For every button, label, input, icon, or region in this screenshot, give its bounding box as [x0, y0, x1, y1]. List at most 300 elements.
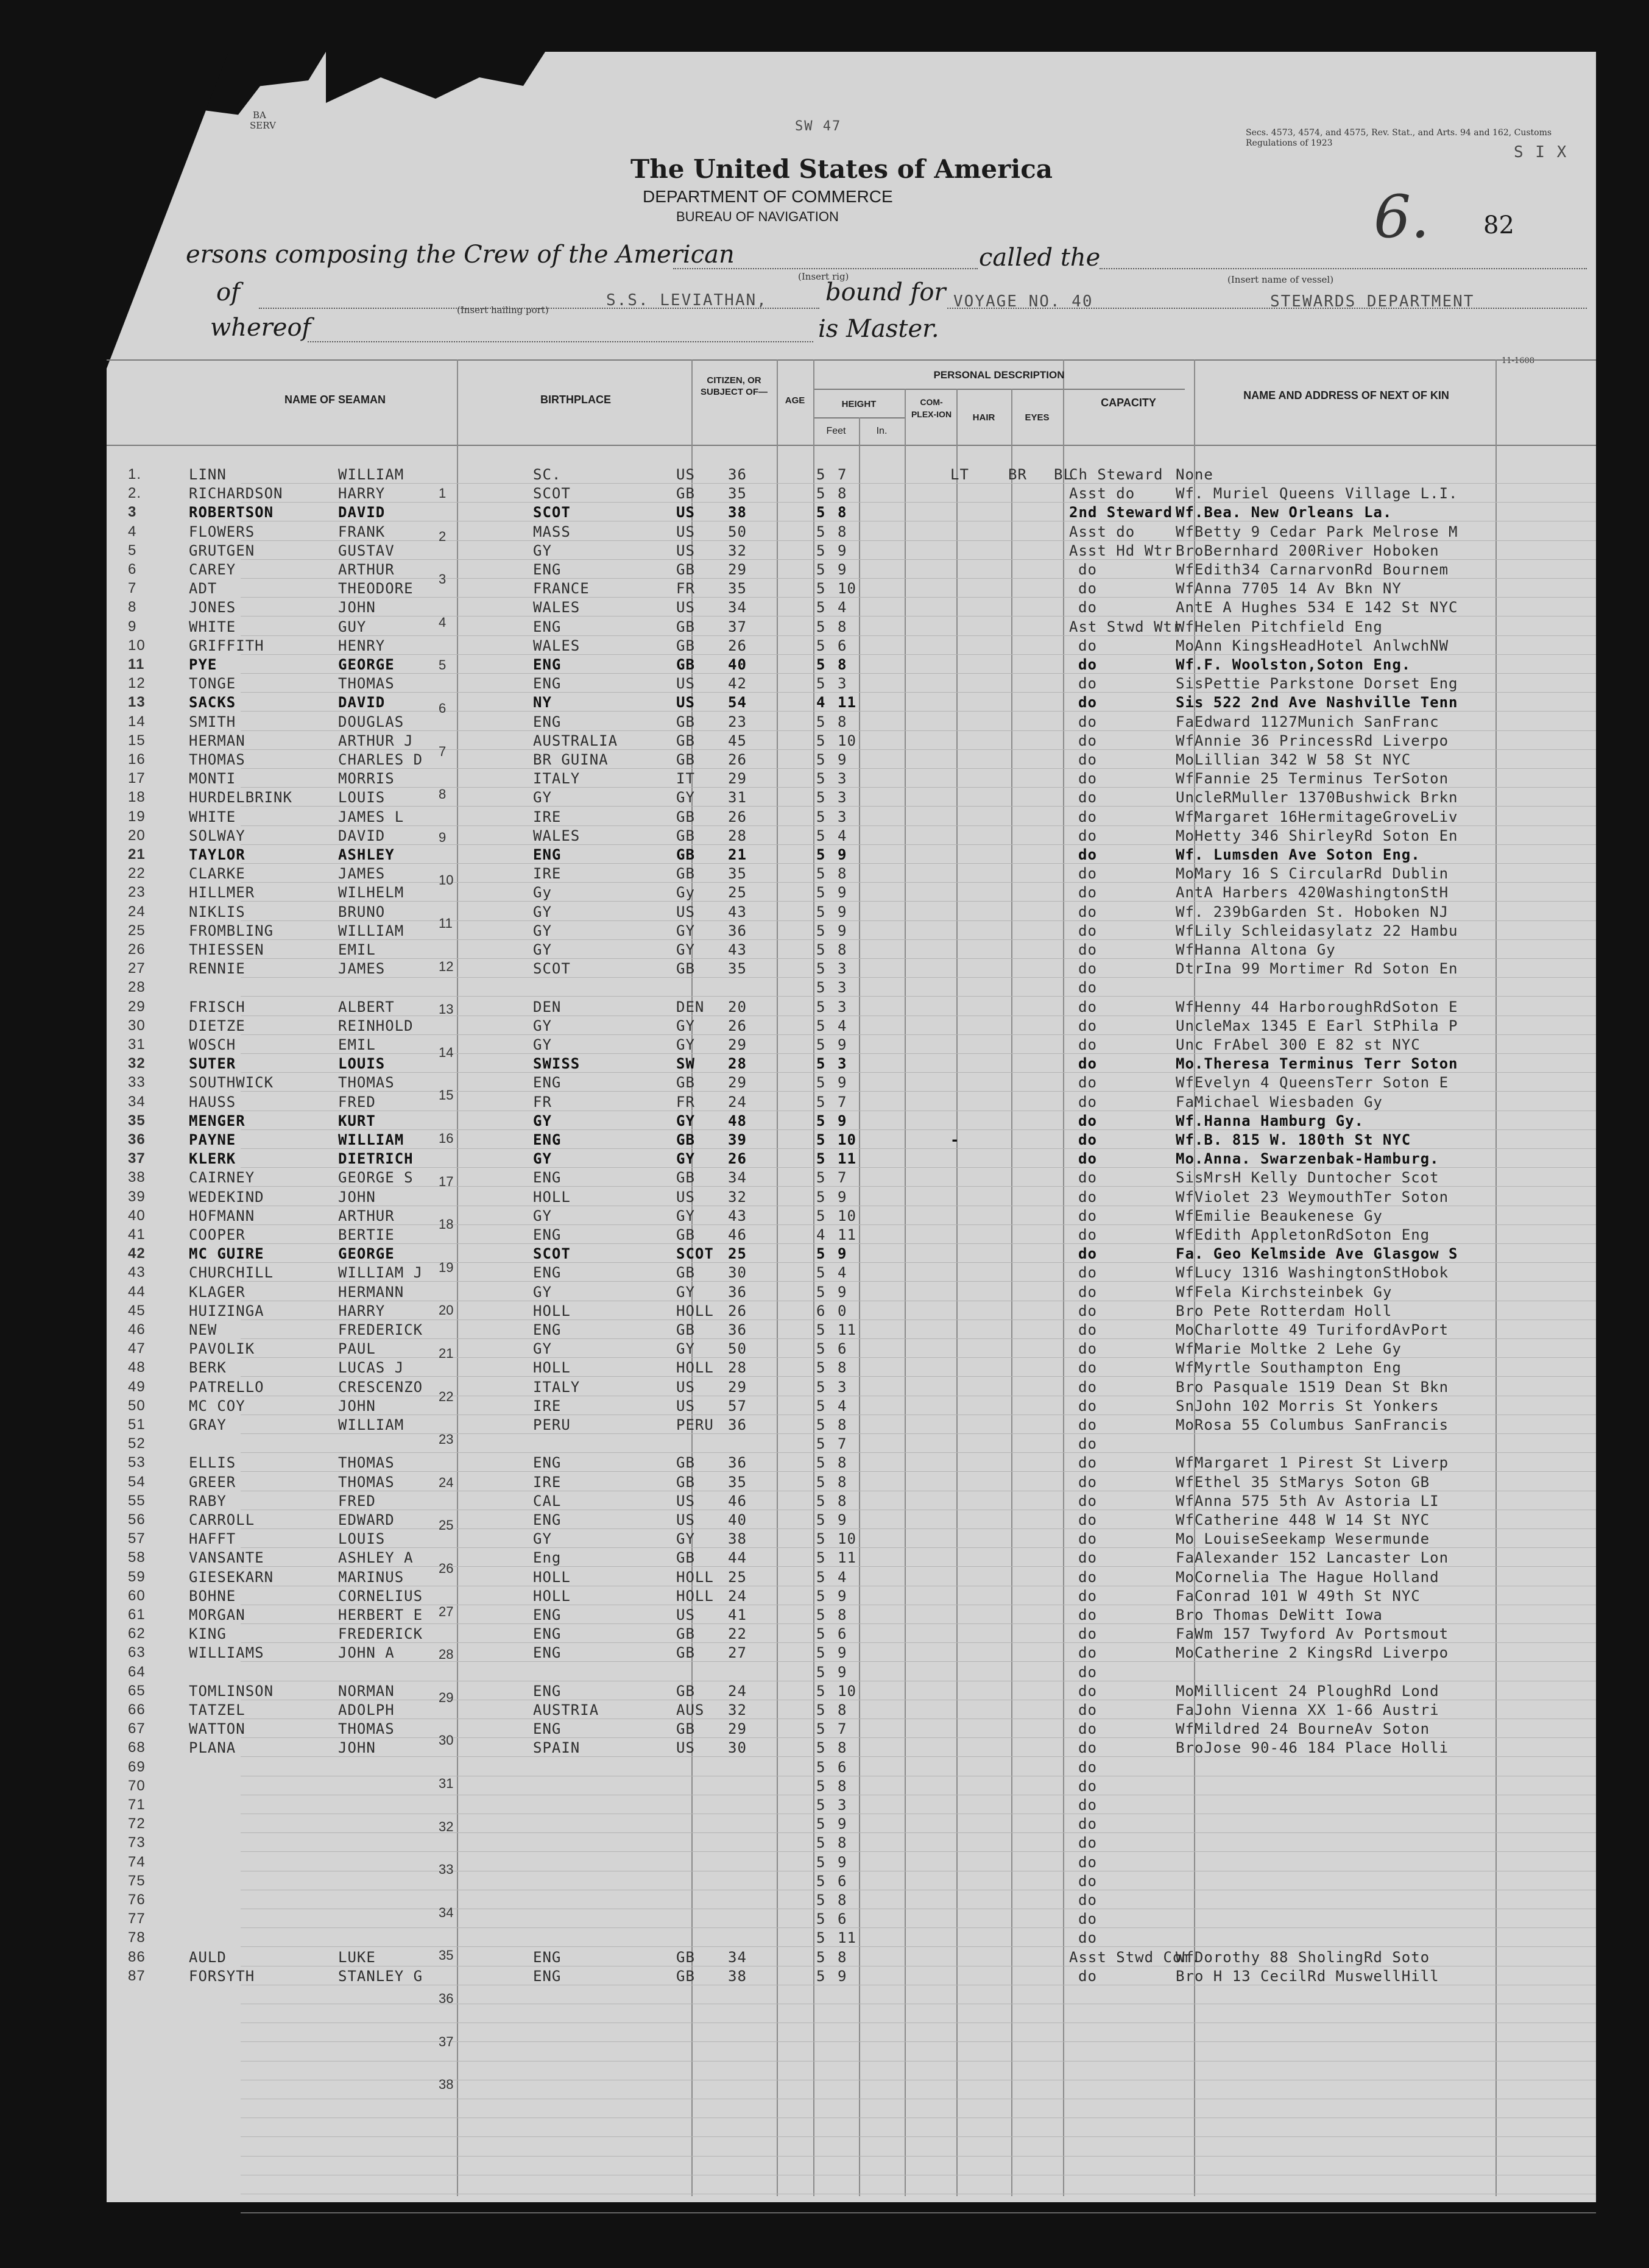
cell-surname: TAYLOR — [189, 846, 245, 863]
cell-kin: SnJohn 102 Morris St Yonkers — [1176, 1397, 1439, 1415]
cell-birth: DEN — [533, 998, 562, 1016]
printed-line-number: 37 — [439, 2033, 454, 2049]
cell-cap: do — [1078, 941, 1097, 958]
printed-line-number: 27 — [439, 1603, 454, 1619]
cell-kin: AntA Harbers 420WashingtonStH — [1176, 884, 1449, 902]
table-row — [107, 1207, 1596, 1226]
table-row — [107, 827, 1596, 846]
cell-given: JAMES L — [338, 808, 404, 825]
table-row — [107, 580, 1596, 598]
cell-ft: 5 — [816, 1929, 826, 1947]
cell-in: 3 — [838, 960, 847, 978]
cell-surname: HILLMER — [189, 884, 255, 902]
table-row — [107, 1359, 1596, 1377]
cell-birth: GY — [533, 1017, 552, 1034]
cell-in: 9 — [838, 1188, 847, 1206]
cell-n: 86 — [128, 1948, 146, 1965]
table-row — [107, 1493, 1596, 1511]
cell-ft: 5 — [816, 1074, 826, 1092]
cell-birth: SCOT — [533, 1245, 571, 1263]
cell-ft: 5 — [816, 1245, 826, 1263]
cell-age: 28 — [728, 827, 747, 844]
cell-birth: WALES — [533, 637, 581, 654]
cell-age: 35 — [728, 865, 747, 883]
cell-birth: FR — [533, 1093, 552, 1111]
cell-in: 8 — [838, 1834, 847, 1852]
cell-birth: GY — [533, 1112, 552, 1129]
table-row — [107, 1245, 1596, 1263]
cell-birth: FRANCE — [533, 580, 590, 598]
cell-surname: WILLIAMS — [189, 1644, 264, 1662]
table-row — [107, 903, 1596, 922]
cell-n: 56 — [128, 1511, 146, 1528]
cell-surname: CAIRNEY — [189, 1169, 255, 1187]
cell-birth: GY — [533, 1530, 552, 1548]
cell-birth: ENG — [533, 1720, 562, 1738]
cell-birth: ENG — [533, 1074, 562, 1092]
cell-given: BRUNO — [338, 903, 386, 920]
printed-line-number: 7 — [439, 743, 447, 759]
cell-ft: 5 — [816, 827, 826, 844]
col-next-of-kin: NAME AND ADDRESS OF NEXT OF KIN — [1243, 389, 1449, 401]
cell-n: 25 — [128, 922, 146, 939]
cell-n: 4 — [128, 523, 137, 540]
cell-n: 70 — [128, 1777, 146, 1794]
table-row — [107, 1968, 1596, 1986]
cell-n: 24 — [128, 903, 146, 920]
cell-cap: do — [1078, 1834, 1097, 1852]
cell-ft: 5 — [816, 637, 826, 654]
cell-cap: do — [1078, 656, 1097, 673]
cell-birth: ITALY — [533, 770, 581, 788]
cell-in: 8 — [838, 1701, 847, 1719]
cell-age: 26 — [728, 1150, 747, 1168]
cell-age: 38 — [728, 504, 747, 521]
cell-comp: - — [950, 1131, 960, 1148]
table-row — [107, 865, 1596, 883]
cell-age: 29 — [728, 1074, 747, 1092]
cell-cap: do — [1078, 1492, 1097, 1510]
table-row — [107, 732, 1596, 751]
cell-surname: DIETZE — [189, 1017, 245, 1034]
cell-kin: SisPettie Parkstone Dorset Eng — [1176, 675, 1458, 693]
cell-cit: GY — [676, 1150, 695, 1168]
cell-cap: do — [1078, 1682, 1097, 1700]
cell-birth: GY — [533, 1207, 552, 1224]
cell-in: 7 — [838, 1093, 847, 1111]
printed-line-number: 38 — [439, 2077, 454, 2093]
cell-ft: 5 — [816, 1093, 826, 1111]
cell-given: HERBERT E — [338, 1606, 423, 1623]
cell-age: 28 — [728, 1359, 747, 1377]
cell-given: EMIL — [338, 941, 376, 958]
cell-given: PAUL — [338, 1340, 376, 1358]
cell-ft: 5 — [816, 1359, 826, 1377]
cell-given: DAVID — [338, 504, 386, 521]
table-row — [107, 1834, 1596, 1853]
cell-cit: Gy — [676, 884, 695, 902]
cell-given: FREDERICK — [338, 1625, 423, 1643]
cell-surname: HURDELBRINK — [189, 789, 292, 807]
row-rule — [241, 2136, 1596, 2137]
table-row — [107, 751, 1596, 769]
cell-cap: do — [1078, 1568, 1097, 1586]
regulation-note: Secs. 4573, 4574, and 4575, Rev. Stat., and Arts. 94 and 162, Customs Regulations of 1923 — [1246, 128, 1552, 148]
printed-line-number: 28 — [439, 1647, 454, 1662]
cell-in: 8 — [838, 618, 847, 635]
cell-in: 9 — [838, 1663, 847, 1681]
cell-ft: 5 — [816, 1188, 826, 1206]
printed-line-number: 21 — [439, 1346, 454, 1361]
printed-line-number: 12 — [439, 958, 454, 974]
cell-birth: Gy — [533, 884, 552, 902]
cell-age: 48 — [728, 1112, 747, 1129]
cell-in: 3 — [838, 998, 847, 1016]
table-row — [107, 1017, 1596, 1036]
cell-surname: COOPER — [189, 1226, 245, 1243]
cell-in: 8 — [838, 1892, 847, 1909]
cell-n: 12 — [128, 675, 146, 692]
cell-given: REINHOLD — [338, 1017, 414, 1034]
cell-kin: WfMildred 24 BourneAv Soton — [1176, 1720, 1430, 1738]
cell-surname: RICHARDSON — [189, 485, 283, 503]
cell-age: 24 — [728, 1093, 747, 1111]
cell-cit: US — [676, 1739, 695, 1757]
cell-in: 3 — [838, 770, 847, 788]
cell-n: 36 — [128, 1131, 146, 1148]
cell-cap: do — [1078, 1074, 1097, 1092]
cell-n: 6 — [128, 561, 137, 578]
cell-ft: 5 — [816, 1739, 826, 1757]
cell-cap: do — [1078, 1910, 1097, 1928]
cell-kin: MoLillian 342 W 58 St NYC — [1176, 751, 1411, 768]
cell-cit: AUS — [676, 1701, 705, 1719]
cell-ft: 5 — [816, 808, 826, 825]
cell-given: WILLIAM — [338, 1131, 404, 1148]
cell-given: JOHN A — [338, 1644, 395, 1662]
cell-n: 66 — [128, 1701, 146, 1718]
cell-age: 25 — [728, 1568, 747, 1586]
cell-n: 30 — [128, 1017, 146, 1034]
cell-given: HARRY — [338, 485, 386, 503]
cell-ft: 5 — [816, 1207, 826, 1224]
table-row — [107, 1603, 1596, 1625]
cell-in: 8 — [838, 865, 847, 883]
cell-age: 35 — [728, 960, 747, 978]
cell-in: 8 — [838, 1416, 847, 1433]
cell-given: ALBERT — [338, 998, 395, 1016]
cell-ft: 5 — [816, 941, 826, 958]
cell-given: DIETRICH — [338, 1150, 414, 1168]
table-row — [107, 1321, 1596, 1340]
cell-n: 37 — [128, 1150, 146, 1167]
cell-surname: CAREY — [189, 561, 236, 578]
cell-cit: US — [676, 1492, 695, 1510]
cell-age: 36 — [728, 466, 747, 483]
cell-n: 71 — [128, 1796, 146, 1813]
cell-surname: KING — [189, 1625, 227, 1643]
cell-in: 7 — [838, 1435, 847, 1453]
cell-cit: DEN — [676, 998, 705, 1016]
cell-given: THOMAS — [338, 1720, 395, 1738]
cell-ft: 5 — [816, 1910, 826, 1928]
cell-age: 25 — [728, 884, 747, 902]
cell-cap: do — [1078, 1378, 1097, 1396]
cell-kin: WfAnnie 36 PrincessRd Liverpo — [1176, 732, 1449, 749]
cell-cap: do — [1078, 1150, 1097, 1168]
cell-birth: IRE — [533, 865, 562, 883]
cell-cit: HOLL — [676, 1568, 714, 1586]
printed-line-number: 19 — [439, 1259, 454, 1275]
printed-line-number: 22 — [439, 1388, 454, 1404]
cell-cap: do — [1078, 1207, 1097, 1224]
cell-given: HERMANN — [338, 1283, 404, 1301]
cell-age: 30 — [728, 1264, 747, 1282]
cell-kin: MoMillicent 24 PloughRd Lond — [1176, 1682, 1439, 1700]
cell-kin: FaEdward 1127Munich SanFranc — [1176, 713, 1439, 730]
printed-line-number: 5 — [439, 657, 447, 673]
cell-cap: do — [1078, 675, 1097, 693]
cell-age: 35 — [728, 1473, 747, 1491]
cell-in: 9 — [838, 846, 847, 863]
cell-cit: HOLL — [676, 1587, 714, 1605]
cell-given: MARINUS — [338, 1568, 404, 1586]
cell-cap: do — [1078, 1720, 1097, 1738]
cell-given: DAVID — [338, 694, 386, 712]
cell-kin: DtrIna 99 Mortimer Rd Soton En — [1176, 960, 1458, 978]
cell-cit: GY — [676, 1017, 695, 1034]
cell-kin: WfEvelyn 4 QueensTerr Soton E — [1176, 1074, 1449, 1092]
cell-in: 9 — [838, 1112, 847, 1129]
cell-ft: 5 — [816, 1720, 826, 1738]
cell-ft: 5 — [816, 580, 826, 598]
cell-in: 8 — [838, 1739, 847, 1757]
cell-n: 9 — [128, 618, 137, 635]
cell-n: 69 — [128, 1758, 146, 1775]
cell-ft: 5 — [816, 1264, 826, 1282]
cell-ft: 5 — [816, 1834, 826, 1852]
cell-n: 20 — [128, 827, 146, 844]
cell-in: 8 — [838, 1359, 847, 1377]
cell-n: 11 — [128, 656, 145, 673]
cell-n: 7 — [128, 580, 137, 597]
cell-given: LOUIS — [338, 1055, 386, 1073]
cell-birth: AUSTRALIA — [533, 732, 618, 749]
cell-birth: ENG — [533, 1321, 562, 1338]
cell-n: 1. — [128, 466, 142, 482]
table-row — [107, 1131, 1596, 1150]
cell-in: 9 — [838, 1511, 847, 1528]
cell-in: 10 — [838, 1207, 856, 1224]
cell-n: 60 — [128, 1587, 146, 1604]
cell-cap: do — [1078, 827, 1097, 844]
cell-cit: SCOT — [676, 1245, 714, 1263]
cell-surname: NEW — [189, 1321, 217, 1338]
cell-cap: do — [1078, 1340, 1097, 1358]
cell-surname: CARROLL — [189, 1511, 255, 1528]
cell-n: 3 — [128, 504, 137, 521]
cell-surname: HUIZINGA — [189, 1302, 264, 1319]
cell-cap: do — [1078, 1796, 1097, 1814]
cell-in: 10 — [838, 1530, 856, 1548]
cell-ft: 5 — [816, 1378, 826, 1396]
torn-top — [326, 52, 545, 137]
cell-cap: do — [1078, 1777, 1097, 1795]
cell-cit: US — [676, 1511, 695, 1528]
cell-ft: 5 — [816, 561, 826, 578]
cell-cit: US — [676, 542, 695, 559]
cell-cap: do — [1078, 960, 1097, 978]
cell-age: 36 — [728, 1283, 747, 1301]
cell-age: 34 — [728, 1169, 747, 1187]
cell-ft: 5 — [816, 1568, 826, 1586]
cell-given: MORRIS — [338, 770, 395, 788]
cell-cit: US — [676, 903, 695, 920]
cell-cit: GY — [676, 1340, 695, 1358]
cell-birth: IRE — [533, 808, 562, 825]
cell-ft: 5 — [816, 1131, 826, 1148]
cell-cit: FR — [676, 1093, 695, 1111]
cell-cit: GB — [676, 827, 695, 844]
cell-birth: SWISS — [533, 1055, 581, 1073]
printed-line-number: 11 — [439, 916, 453, 931]
cell-age: 27 — [728, 1644, 747, 1662]
cell-n: 33 — [128, 1074, 146, 1091]
cell-cit: GB — [676, 1074, 695, 1092]
cell-n: 31 — [128, 1036, 146, 1053]
cell-ft: 5 — [816, 884, 826, 902]
cell-surname: SACKS — [189, 694, 236, 712]
cell-birth: HOLL — [533, 1587, 571, 1605]
cell-age: 42 — [728, 675, 747, 693]
table-row — [107, 941, 1596, 959]
cell-surname: HAFFT — [189, 1530, 236, 1548]
cell-kin: WfMargaret 1 Pirest St Liverp — [1176, 1454, 1449, 1472]
cell-n: 58 — [128, 1549, 146, 1566]
manifest-page — [107, 52, 1596, 2202]
cell-n: 75 — [128, 1872, 146, 1889]
cell-cap: do — [1078, 1036, 1097, 1053]
cell-ft: 5 — [816, 732, 826, 749]
cell-age: 46 — [728, 1226, 747, 1243]
cell-given: HARRY — [338, 1302, 386, 1319]
cell-cap: do — [1078, 1055, 1097, 1073]
printed-line-number: 6 — [439, 701, 447, 716]
cell-kin: WfLucy 1316 WashingtonStHobok — [1176, 1264, 1449, 1282]
table-row — [107, 1511, 1596, 1530]
cell-cap: do — [1078, 1549, 1097, 1567]
cell-birth: ENG — [533, 846, 562, 863]
cell-n: 32 — [128, 1055, 146, 1072]
cell-given: GEORGE S — [338, 1169, 414, 1187]
cell-comp: LT — [950, 466, 969, 483]
cell-kin: WfLily Schleidasylatz 22 Hambu — [1176, 922, 1458, 939]
cell-surname: PAYNE — [189, 1131, 236, 1148]
cell-ft: 5 — [816, 1777, 826, 1795]
cell-given: FRANK — [338, 523, 386, 540]
cell-cap: do — [1078, 1302, 1097, 1319]
cell-birth: HOLL — [533, 1302, 571, 1319]
cell-ft: 5 — [816, 1017, 826, 1034]
cell-n: 18 — [128, 789, 146, 806]
cell-cit: HOLL — [676, 1359, 714, 1377]
cell-n: 19 — [128, 808, 146, 825]
cell-surname: WHITE — [189, 618, 236, 635]
cell-ft: 5 — [816, 865, 826, 883]
cell-kin: MoCatherine 2 KingsRd Liverpo — [1176, 1644, 1449, 1662]
cell-n: 61 — [128, 1606, 146, 1623]
cell-age: 20 — [728, 998, 747, 1016]
col-birthplace: BIRTHPLACE — [540, 394, 611, 406]
printed-line-number: 25 — [439, 1517, 454, 1533]
col-inches: In. — [876, 426, 888, 436]
col-capacity: CAPACITY — [1101, 397, 1156, 409]
printed-line-number: 15 — [439, 1087, 454, 1103]
cell-n: 27 — [128, 960, 146, 977]
cell-in: 11 — [838, 1321, 856, 1338]
table-row — [107, 1284, 1596, 1302]
cell-birth: ENG — [533, 1682, 562, 1700]
cell-in: 9 — [838, 1815, 847, 1833]
cell-birth: NY — [533, 694, 552, 712]
department-name: STEWARDS DEPARTMENT — [1270, 292, 1475, 311]
cell-cap: do — [1078, 884, 1097, 902]
cell-n: 29 — [128, 998, 146, 1015]
cell-kin: FaJohn Vienna XX 1-66 Austri — [1176, 1701, 1439, 1719]
cell-age: 29 — [728, 1720, 747, 1738]
cell-surname: NIKLIS — [189, 903, 245, 920]
cell-given: JOHN — [338, 599, 376, 616]
cell-given: WILLIAM — [338, 1416, 404, 1433]
table-row — [107, 713, 1596, 732]
cell-kin: BroJose 90-46 184 Place Holli — [1176, 1739, 1449, 1757]
cell-birth: GY — [533, 903, 552, 920]
cell-in: 3 — [838, 808, 847, 825]
cell-given: DOUGLAS — [338, 713, 404, 730]
cell-kin: WfHanna Altona Gy — [1176, 941, 1336, 958]
corner-label: S I X — [1514, 143, 1568, 161]
cell-cit: GB — [676, 561, 695, 578]
cell-birth: ENG — [533, 656, 562, 673]
insert-rig: (Insert rig) — [798, 271, 849, 282]
cell-in: 6 — [838, 1758, 847, 1776]
cell-n: 64 — [128, 1663, 146, 1680]
cell-surname: TATZEL — [189, 1701, 245, 1719]
table-row — [107, 789, 1596, 807]
printed-line-number: 16 — [439, 1131, 454, 1146]
cell-ft: 5 — [816, 713, 826, 730]
cell-birth: CAL — [533, 1492, 562, 1510]
cell-n: 35 — [128, 1112, 146, 1129]
cell-surname: AULD — [189, 1948, 227, 1966]
cell-in: 9 — [838, 1644, 847, 1662]
table-row — [107, 1701, 1596, 1720]
cell-birth: GY — [533, 789, 552, 807]
cell-surname: KLAGER — [189, 1283, 245, 1301]
table-row — [107, 1474, 1596, 1492]
cell-given: KURT — [338, 1112, 376, 1129]
vessel-name: S.S. LEVIATHAN, — [606, 291, 768, 309]
cell-cap: do — [1078, 1758, 1097, 1776]
cell-cap: do — [1078, 1169, 1097, 1187]
cell-in: 8 — [838, 1606, 847, 1623]
table-row — [107, 846, 1596, 864]
cell-in: 8 — [838, 713, 847, 730]
table-row — [107, 1226, 1596, 1245]
cell-in: 10 — [838, 580, 856, 598]
cell-birth: GY — [533, 1283, 552, 1301]
cell-n: 63 — [128, 1644, 146, 1661]
